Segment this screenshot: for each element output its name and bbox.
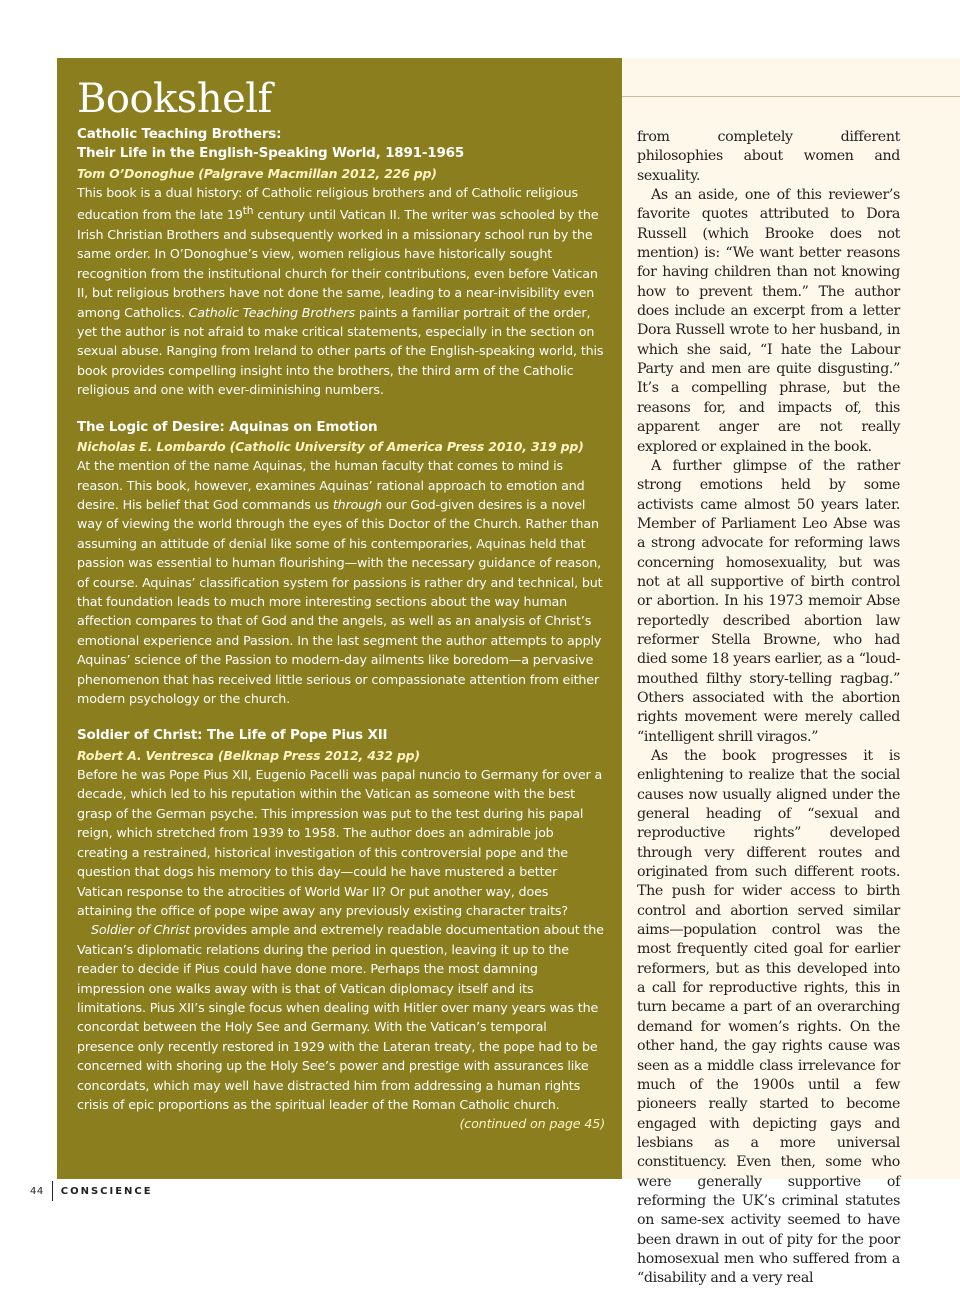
review-soldier-of-christ — [77, 726, 605, 1133]
body-text: century until Vatican II. The writer was schooled by the Irish Christian Brothers and subsequently worked in a missionary school run by the same order. In O’Donoghue’s view, women religious have historically sought recognition from the institutional church for their contributions, even before Vatican II, but religious brothers have not done the same, leading to a near-invisibility even among Catholics. — [77, 207, 599, 320]
footer-divider — [52, 1181, 53, 1201]
column-paragraph: As the book progresses it is enlightening to realize that the social causes now usually aligned under the general heading of “sexual and reproductive rights” developed through very different routes and originated from such different roots. The push for wider access to birth control and abortion served similar aims—population control was the most frequently cited goal for earlier reformers, but as this developed into a call for reproductive rights, this in turn became a part of an overarching demand for women’s rights. On the other hand, the gay rights cause was seen as a middle class irrelevance for much of the 1900s until a few pioneers really started to become engaged with depicting gays and lesbians as a more universal constituency. Even then, some who were generally supportive of reforming the UK’s criminal statutes on same-sex activity seemed to have been drawn in out of pity for the poor homosexual men who suffered from a “disability and a very real — [637, 748, 900, 1287]
superscript: th — [242, 205, 254, 218]
review-byline: Robert A. Ventresca (Belknap Press 2012, 432 pp) — [77, 747, 420, 763]
body-text: our God-given desires is a novel way of viewing the world through the eyes of this Doctor of the Church. Rather than assuming an attitude of denial like some of his contemporaries, Aquinas held that passion was essential to human flourishing—with the necessary guidance of reason, of course. Aquinas’ classification system for passions is rather dry and technical, but that foundation leads to much more interesting sections about the way human affection compares to that of God and the angels, as well as an analysis of Christ’s emotional experience and Passion. In the last segment the author attempts to apply Aquinas’ science of the Passion to modern-day ailments like boredom—a pervasive phenomenon that has received little serious or compassionate attention from either modern psychology or the church. — [77, 497, 603, 707]
review-title-line2: Their Life in the English-Speaking World, 1891-1965 — [77, 145, 465, 162]
body-text: At the mention of the name Aquinas, the human faculty that comes to mind is reason. This book, however, examines Aquinas’ rational approach to emotion and desire. His belief that God commands us — [77, 458, 585, 512]
review-paragraph — [77, 456, 605, 708]
review-title: The Logic of Desire: Aquinas on Emotion — [77, 418, 378, 435]
column-paragraph: As an aside, one of this reviewer’s favorite quotes attributed to Dora Russell (which Brooke does not mention) is: “We want better reasons for having children than not knowing how to prevent them.” The author does include an excerpt from a letter Dora Russell wrote to her husband, in which she said, “I hate the Labour Party and men are quite disgusting.” It’s a compelling phrase, but the reasons for, and impacts of, this apparent anger are not really explored or explained in the book. — [637, 187, 900, 455]
review-title: Soldier of Christ: The Life of Pope Pius XII — [77, 727, 388, 744]
review-catholic-teaching-brothers — [77, 125, 605, 400]
page-number: 44 — [30, 1185, 44, 1197]
body-text: This book is a dual history: of Catholic religious brothers and of Catholic religious education from the late 19 — [77, 184, 578, 223]
review-title-line1: Catholic Teaching Brothers: — [77, 126, 282, 142]
review-body — [77, 183, 605, 400]
column-paragraph: A further glimpse of the rather strong emotions held by some activists came almost 50 years later. Member of Parliament Leo Abse was a strong advocate for reforming laws concerning homosexuality, but was not at all supportive of birth control or abortion. In his 1973 memoir Abse reportedly described abortion law reformer Stella Browne, who had died some 18 years earlier, as a “loud-mouthed filthy story-telling ragbag.” Others associated with the abortion rights movement were merely called “intelligent shrill viragos.” — [637, 457, 900, 745]
review-title — [77, 125, 605, 164]
reviews-list — [77, 125, 605, 1152]
review-paragraph: Before he was Pope Pius XII, Eugenio Pacelli was papal nuncio to Germany for over a decade, which led to his reputation within the Vatican as someone with the best grasp of the German psyche. This impression was put to the test during his papal reign, which stretched from 1939 to 1958. The author does an admirable job creating a restrained, historical investigation of this controversial pope and the question that dogs his memory to this day—could he have mustered a better Vatican response to the atrocities of World War II? Or put another way, does attaining the office of pope wipe away any previously existing character traits? — [77, 767, 603, 918]
section-heading: Bookshelf — [77, 76, 272, 122]
continued-link[interactable]: (continued on page 45) — [459, 1116, 605, 1132]
body-text: paints a familiar portrait of the order, yet the author is not afraid to make critical statements, especially in the section on sexual abuse. Ranging from Ireland to other parts of the English-speaking world, this book provides compelling insight into the brothers, the third arm of the Catholic religious and one with ever-diminishing numbers. — [77, 304, 604, 398]
review-byline: Tom O’Donoghue (Palgrave Macmillan 2012, 226 pp) — [77, 165, 437, 181]
review-body — [77, 456, 605, 708]
column-divider — [622, 96, 960, 97]
review-paragraph — [77, 920, 605, 1114]
review-body — [77, 765, 605, 1134]
column-paragraph: from completely different philosophies about women and sexuality. — [637, 129, 900, 184]
page-footer — [30, 1180, 153, 1202]
emphasis-italic: through — [332, 497, 382, 512]
body-text: provides ample and extremely readable documentation about the Vatican’s diplomatic relations during the period in question, leaving it up to the reader to decide if Pius could have done more. Perhaps the most damning impression one walks away with is that of Vatican diplomacy itself and its limitations. Pius XII’s single focus when dealing with Hitler over many years was the concordat between the Holy See and Germany. With the Vatican’s temporal presence only recently restored in 1929 with the Lateran treaty, the pope had to be concerned with shoring up the Holy See’s power and prestige with assurances like concordats, which may well have distracted him from addressing a human rights crisis of epic proportions as the spiritual leader of the Roman Catholic church. — [77, 922, 604, 1112]
magazine-name: CONSCIENCE — [60, 1185, 153, 1197]
review-byline: Nicholas E. Lombardo (Catholic University of America Press 2010, 319 pp) — [77, 438, 584, 454]
book-title-italic: Catholic Teaching Brothers — [188, 304, 355, 320]
book-title-italic: Soldier of Christ — [91, 922, 190, 938]
review-paragraph — [77, 183, 605, 400]
bookshelf-panel — [57, 58, 622, 1179]
right-column-text — [637, 128, 900, 1289]
review-logic-of-desire — [77, 418, 605, 709]
